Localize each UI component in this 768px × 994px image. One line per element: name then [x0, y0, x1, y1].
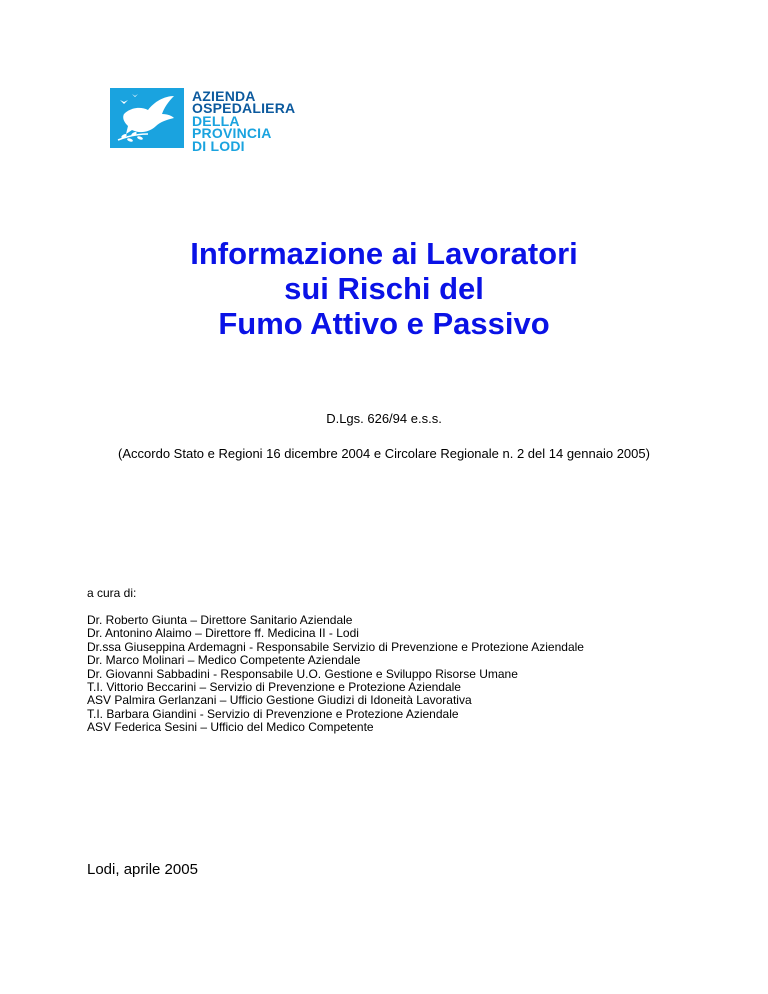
author-item: Dr. Antonino Alaimo – Direttore ff. Medicina II - Lodi	[87, 626, 359, 641]
logo-line: DELLA	[192, 112, 240, 129]
organization-logo	[110, 88, 295, 152]
title-line: Informazione ai Lavoratori	[190, 236, 578, 271]
title-line: Fumo Attivo e Passivo	[218, 306, 550, 341]
logo-line: OSPEDALIERA	[192, 100, 296, 117]
author-item: Dr.ssa Giuseppina Ardemagni - Responsabile Servizio di Prevenzione e Protezione Aziendale	[87, 639, 584, 654]
dove-with-olive-branch-icon	[110, 88, 184, 148]
authors-list	[87, 614, 584, 735]
law-reference: D.Lgs. 626/94 e.s.s.	[326, 411, 442, 426]
curated-by-label: a cura di:	[87, 586, 137, 600]
logo-line: DI LODI	[192, 137, 245, 154]
logo-line: AZIENDA	[192, 88, 256, 104]
author-item: T.I. Vittorio Beccarini – Servizio di Prevenzione e Protezione Aziendale	[87, 680, 461, 695]
place-and-date: Lodi, aprile 2005	[87, 861, 198, 878]
author-item: Dr. Giovanni Sabbadini - Responsabile U.O. Gestione e Sviluppo Risorse Umane	[87, 666, 518, 681]
author-item: ASV Palmira Gerlanzani – Ufficio Gestione Giudizi di Idoneità Lavorativa	[87, 693, 472, 708]
document-title	[0, 236, 768, 341]
logo-line: PROVINCIA	[192, 125, 272, 142]
author-item: T.I. Barbara Giandini - Servizio di Prevenzione e Protezione Aziendale	[87, 706, 459, 721]
agreement-reference: (Accordo Stato e Regioni 16 dicembre 2004 e Circolare Regionale n. 2 del 14 gennaio 2005)	[118, 446, 650, 461]
author-item: Dr. Roberto Giunta – Direttore Sanitario Aziendale	[87, 613, 353, 627]
author-item: ASV Federica Sesini – Ufficio del Medico Competente	[87, 720, 374, 735]
author-item: Dr. Marco Molinari – Medico Competente Aziendale	[87, 653, 361, 668]
logo-text	[192, 90, 295, 152]
title-line: sui Rischi del	[284, 271, 484, 306]
